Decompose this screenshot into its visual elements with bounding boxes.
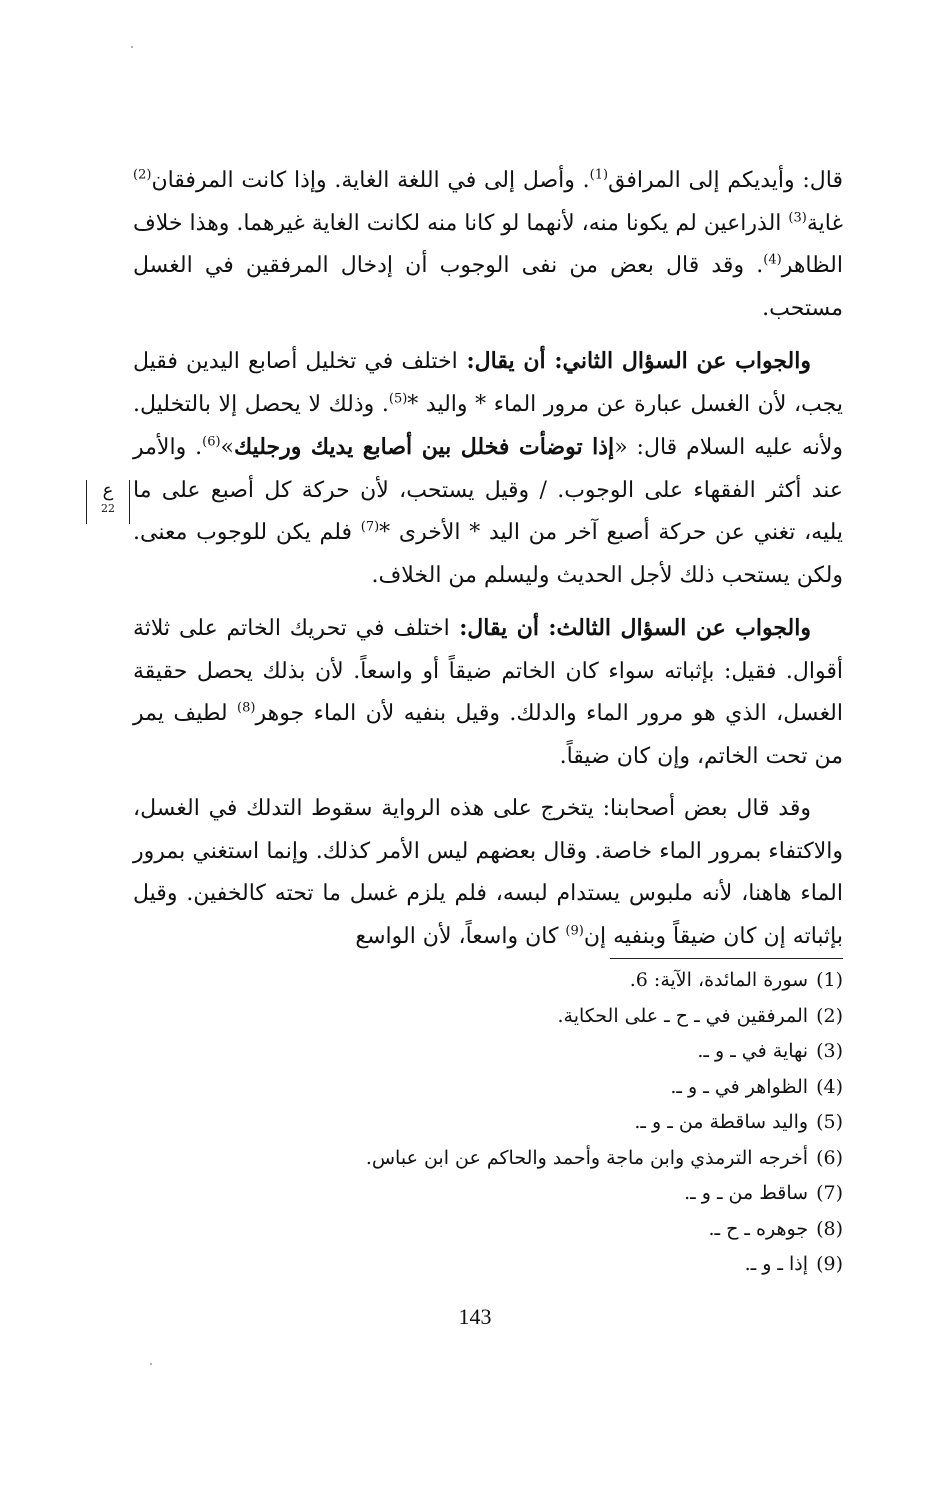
paragraph-3 [133,607,843,778]
footnote-ref: (8) [237,700,256,716]
footnote-number: (2) [816,1004,843,1027]
footnote-number: (6) [816,1146,843,1169]
text-run: اختلف في تحريك الخاتم على ثلاثة أقوال. فقيل: بإثباته سواء كان الخاتم ضيقاً أو واسعاً. لأن بذلك يحصل حقيقة الغسل، الذي هو مرور الماء والدلك. وقيل بنفيه لأن الماء جوهر [133,616,843,726]
footnote-ref: (9) [565,923,584,939]
text-run: اختلف في تخليل أصابع اليدين فقيل يجب، لأن الغسل عبارة عن مرور الماء * واليد * [133,349,843,417]
manuscript-folio-marker [86,480,130,524]
footnote-number: (5) [816,1111,843,1133]
text-run: قال: وأيديكم إلى المرافق [608,168,843,193]
footnote-ref: (7) [360,519,380,535]
footnote-ref: (2) [133,167,152,183]
text-run: الذراعين لم يكونا منه، لأنهما لو كانا منه لكانت الغاية غيرهما. وهذا خلاف الظاهر [133,210,843,278]
footnote-ref: (6) [202,434,221,450]
footnote-text: أخرجه الترمذي وابن ماجة وأحمد والحاكم عن ابن عباس. [365,1146,809,1169]
footnote [250,1176,843,1212]
text-run: . وقد قال بعض من نفى الوجوب أن إدخال المرفقين في الغسل مستحب. [133,253,843,321]
footnote-text: نهاية في ـ و ـ. [697,1040,809,1062]
text-run: . والأمر عند أكثر الفقهاء على الوجوب. / وقيل يستحب، لأن حركة كل أصبع على ما يليه، تغني عن حركة أصبع آخر من اليد * الأخرى * [133,435,844,545]
footnote-ref: (4) [763,252,782,268]
paragraph-2 [133,340,843,597]
footnote-number: (9) [816,1253,843,1275]
scan-speck [150,1363,152,1365]
text-run: غاية [806,210,843,236]
footnote-text: الظواهر في ـ و ـ. [670,1075,809,1098]
page-number: 143 [458,1304,492,1329]
footnote-text: ساقط من ـ و ـ. [684,1182,809,1204]
footnote [250,1247,843,1283]
bold-phrase: إذا توضأت فخلل بين أصابع يديك ورجليك [234,434,615,460]
footnote-text: المرفقين في ـ ح ـ على الحكاية. [557,1004,809,1027]
folio-number: 22 [101,502,115,515]
bold-phrase: والجواب عن السؤال الثالث: أن يقال: [449,615,811,641]
footnote [250,1070,843,1106]
footnote-ref: (1) [589,167,609,183]
footnote-number: (8) [816,1217,843,1240]
footnote [250,1034,843,1070]
footnote-separator [610,958,843,959]
footnotes [250,963,843,1283]
footnote [250,1212,843,1248]
folio-letter: ع [102,480,114,501]
footnote-text: سورة المائدة، الآية: 6. [629,969,809,991]
text-run: . وذلك لا يحصل إلا بالتخليل. ولأنه عليه السلام قال: « [133,391,843,460]
footnote-ref: (5) [388,391,408,407]
footnote-number: (3) [816,1040,843,1062]
scan-speck [131,46,133,48]
footnote-number: (1) [816,969,843,991]
footnote-number: (7) [816,1182,843,1204]
text-run: وقد قال بعض أصحابنا: يتخرج على هذه الرواية سقوط التدلك في الغسل، والاكتفاء بمرور الماء خاصة. وقال بعضهم ليس الأمر كذلك. وإنما استغني بمرور الماء هاهنا، لأنه ملبوس يستدام لبسه، فلم يلزم غسل ما تحته كالخفين. وقيل بإثباته إن كان ضيقاً وبنفيه إن [133,796,843,949]
footnote-text: واليد ساقطة من ـ و ـ. [634,1111,809,1133]
footnote-ref: (3) [788,210,807,226]
footnote [250,999,843,1035]
paragraph-1 [133,160,843,330]
bold-phrase: والجواب عن السؤال الثاني: أن يقال: [457,348,811,374]
paragraph-4 [133,788,843,958]
text-run: كان واسعاً، لأن الواسع [355,923,566,949]
text-run: لطيف يمر من تحت الخاتم، وإن كان ضيقاً. [133,701,843,769]
footnote-text: إذا ـ و ـ. [744,1253,809,1275]
footnote-text: جوهره ـ ح ـ. [708,1217,809,1240]
footnote [250,963,843,999]
footnote [250,1141,843,1177]
footnote-number: (4) [816,1075,843,1098]
footnote [250,1105,843,1141]
text-run: » [220,435,235,460]
text-run: . وأصل إلى في اللغة الغاية. وإذا كانت المرفقان [151,168,590,193]
text-run: فلم يكن للوجوب معنى. ولكن يستحب ذلك لأجل الحديث وليسلم من الخلاف. [133,520,843,588]
main-text [133,160,843,958]
